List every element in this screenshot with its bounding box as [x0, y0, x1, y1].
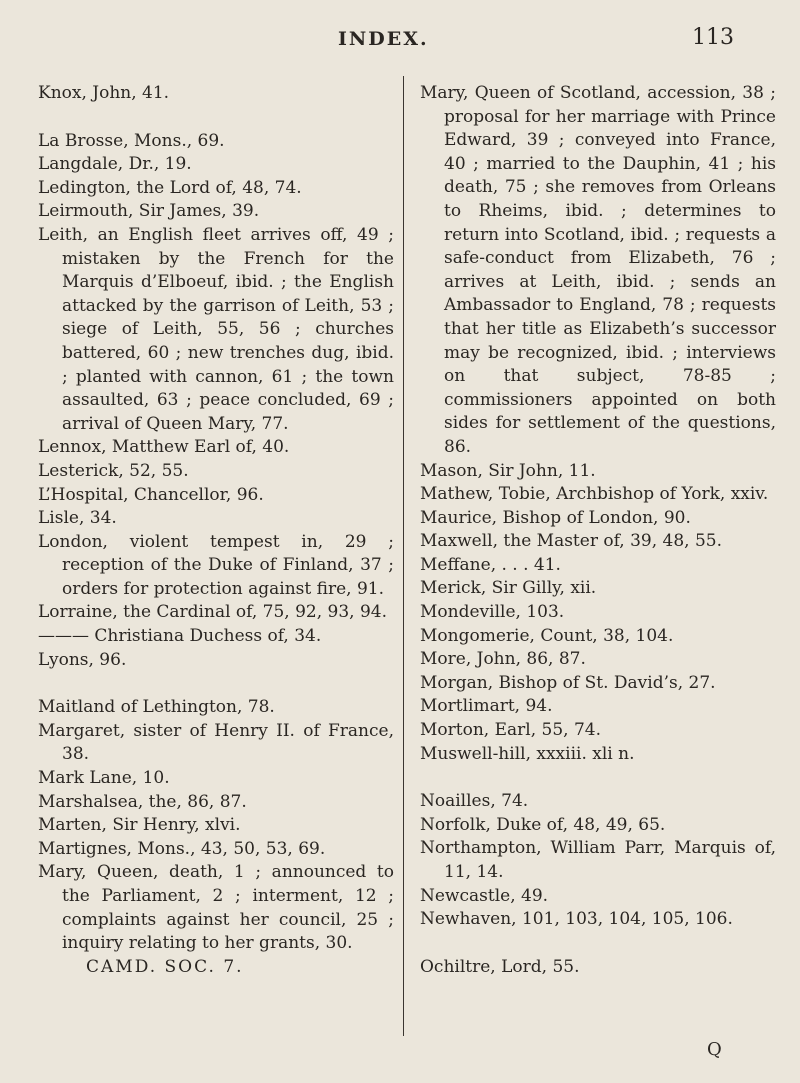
index-entry: Lisle, 34.	[38, 508, 117, 529]
index-entry: La Brosse, Mons., 69.	[38, 130, 225, 151]
section-gap	[38, 672, 394, 696]
index-entry: Newhaven, 101, 103, 104, 105, 106.	[420, 909, 733, 930]
section-gap	[420, 932, 776, 956]
index-entry: Maurice, Bishop of London, 90.	[420, 507, 691, 528]
index-entry: Meffane, . . . 41.	[420, 554, 561, 575]
index-entry: Leith, an English fleet arrives off, 49 ; mistaken by the French for the Marquis d’Elboeuf, ibid. ; the English attacked by the garrison of Leith, 53 ; siege of Leith, 55, 56 ; churches battered, 60 ; new trenches dug, ibid. ; planted with cannon, 61 ; the town assaulted, 63 ; peace concluded, 69 ; arrival of Queen Mary, 77.	[38, 224, 394, 434]
index-entry: L’Hospital, Chancellor, 96.	[38, 484, 264, 505]
index-entry: Marten, Sir Henry, xlvi.	[38, 815, 241, 836]
index-entry: Mason, Sir John, 11.	[420, 460, 596, 481]
index-entry: Mortlimart, 94.	[420, 696, 553, 717]
index-entry: Noailles, 74.	[420, 791, 529, 812]
index-entry: Mark Lane, 10.	[38, 768, 170, 789]
index-entry: Leirmouth, Sir James, 39.	[38, 201, 260, 222]
page-number: 113	[692, 25, 734, 50]
index-entry: ——— Christiana Duchess of, 34.	[38, 626, 322, 647]
index-entry: Mongomerie, Count, 38, 104.	[420, 625, 674, 646]
section-gap	[420, 766, 776, 790]
index-entry: Martignes, Mons., 43, 50, 53, 69.	[38, 838, 326, 859]
index-entry: Mondeville, 103.	[420, 602, 565, 623]
index-entry: Ochiltre, Lord, 55.	[420, 956, 580, 977]
index-entry: Norfolk, Duke of, 48, 49, 65.	[420, 814, 666, 835]
index-entry: Marshalsea, the, 86, 87.	[38, 791, 247, 812]
index-entry: More, John, 86, 87.	[420, 649, 586, 670]
running-header	[0, 8, 800, 48]
signature-mark: Q	[707, 1039, 722, 1060]
index-entry: London, violent tempest in, 29 ; reception of the Duke of Finland, 37 ; orders for protection against fire, 91.	[38, 531, 394, 599]
index-entry: Maitland of Lethington, 78.	[38, 697, 275, 718]
index-entry: Knox, John, 41.	[38, 83, 170, 103]
index-entry: Mathew, Tobie, Archbishop of York, xxiv.	[420, 484, 769, 505]
index-entry: Lorraine, the Cardinal of, 75, 92, 93, 94.	[38, 602, 388, 623]
index-entry: Langdale, Dr., 19.	[38, 154, 192, 175]
left-column	[38, 82, 394, 979]
index-entry: Mary, Queen of Scotland, accession, 38 ; proposal for her marriage with Prince Edward, 39 ; conveyed into France, 40 ; married to the Dauphin, 41 ; his death, 75 ; she removes from Orleans to Rheims, ibid. ; determines to return into Scotland, ibid. ; requests a safe-conduct from Elizabeth, 76 ; arrives at Leith, ibid. ; sends an Ambassador to England, 78 ; requests that her title as Elizabeth’s successor may be recognized, ibid. ; interviews on that subject, 78-85 ; commissioners appointed on both sides for settlement of the questions, 86.	[420, 83, 776, 457]
index-entry: Morton, Earl, 55, 74.	[420, 720, 601, 741]
index-entry: Mary, Queen, death, 1 ; announced to the Parliament, 2 ; interment, 12 ; complaints against her council, 25 ; inquiry relating to her grants, 30.	[38, 862, 394, 954]
index-entry: Morgan, Bishop of St. David’s, 27.	[420, 672, 716, 693]
index-entry: Merick, Sir Gilly, xii.	[420, 578, 597, 599]
index-entry: Lesterick, 52, 55.	[38, 460, 189, 481]
index-entry: Lennox, Matthew Earl of, 40.	[38, 437, 290, 458]
index-entry: Ledington, the Lord of, 48, 74.	[38, 177, 302, 198]
signature-line: CAMD. SOC. 7.	[86, 956, 244, 977]
index-entry: Margaret, sister of Henry II. of France, 38.	[38, 720, 394, 765]
index-entry: Muswell-hill, xxxiii. xli n.	[420, 743, 635, 764]
index-entry: Lyons, 96.	[38, 649, 127, 670]
right-column	[420, 82, 776, 979]
header-title: INDEX.	[338, 28, 429, 50]
index-entry: Newcastle, 49.	[420, 885, 549, 906]
index-entry: Maxwell, the Master of, 39, 48, 55.	[420, 531, 722, 552]
column-divider	[403, 76, 404, 1036]
index-entry: Northampton, William Parr, Marquis of, 11, 14.	[420, 838, 776, 882]
section-gap	[38, 106, 394, 130]
